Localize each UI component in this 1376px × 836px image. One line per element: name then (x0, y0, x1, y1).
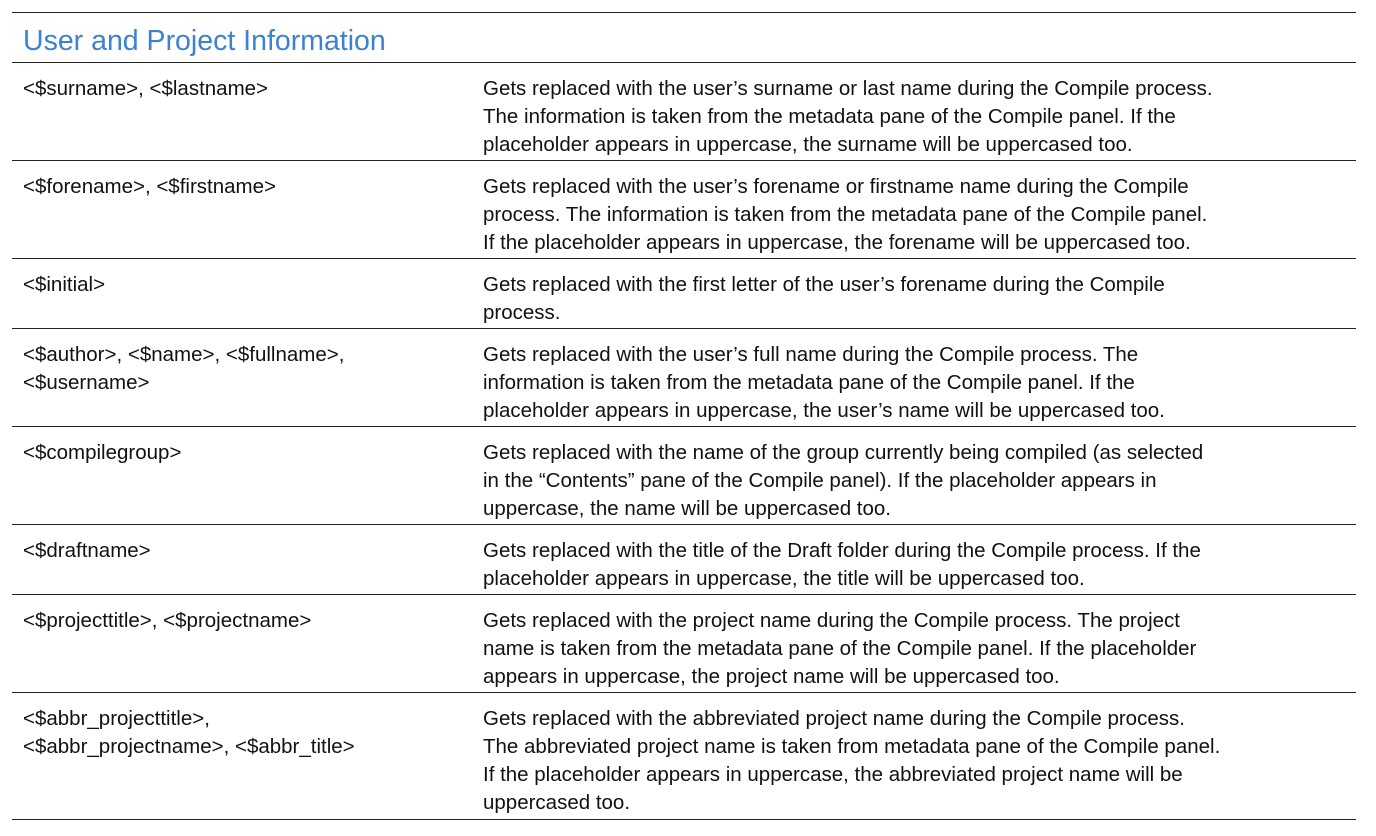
table-row (12, 692, 1356, 820)
placeholder-cell: <$abbr_projecttitle>, <$abbr_projectname>, <$abbr_title> (23, 707, 355, 758)
description-cell: Gets replaced with the name of the group currently being compiled (as selected in the “Contents” pane of the Compile panel). If the placeholder appears in uppercase, the name will be uppercased too. (483, 441, 1204, 520)
table-row (12, 328, 1356, 426)
description-cell: Gets replaced with the abbreviated project name during the Compile process. The abbreviated project name is taken from metadata pane of the Compile panel. If the placeholder appears in uppercase, the abbreviated project name will be uppercased too. (483, 707, 1221, 814)
placeholder-cell: <$surname>, <$lastname> (23, 77, 269, 100)
description-cell: Gets replaced with the user’s full name during the Compile process. The information is taken from the metadata pane of the Compile panel. If the placeholder appears in uppercase, the user’s name will be uppercased too. (483, 343, 1165, 422)
placeholder-cell: <$draftname> (23, 539, 151, 562)
description-cell: Gets replaced with the title of the Draft folder during the Compile process. If the placeholder appears in uppercase, the title will be uppercased too. (483, 539, 1201, 590)
table-row (12, 258, 1356, 328)
description-cell: Gets replaced with the first letter of the user’s forename during the Compile process. (483, 273, 1165, 324)
description-cell: Gets replaced with the project name during the Compile process. The project name is taken from the metadata pane of the Compile panel. If the placeholder appears in uppercase, the project name will be uppercased too. (483, 609, 1197, 688)
table-row (12, 594, 1356, 692)
placeholder-cell: <$author>, <$name>, <$fullname>, <$username> (23, 343, 345, 394)
table-row (12, 524, 1356, 594)
top-rule (12, 12, 1356, 13)
placeholder-cell: <$projecttitle>, <$projectname> (23, 609, 312, 632)
table-row (12, 62, 1356, 160)
placeholder-cell: <$forename>, <$firstname> (23, 175, 276, 198)
description-cell: Gets replaced with the user’s surname or last name during the Compile process. The information is taken from the metadata pane of the Compile panel. If the placeholder appears in uppercase, the surname will be uppercased too. (483, 77, 1213, 156)
table-row (12, 426, 1356, 524)
table-row (12, 160, 1356, 258)
placeholder-cell: <$compilegroup> (23, 441, 182, 464)
placeholder-cell: <$initial> (23, 273, 106, 296)
section-title: User and Project Information (23, 25, 386, 57)
description-cell: Gets replaced with the user’s forename or firstname name during the Compile process. The information is taken from the metadata pane of the Compile panel. If the placeholder appears in uppercase, the forename will be uppercased too. (483, 175, 1208, 254)
